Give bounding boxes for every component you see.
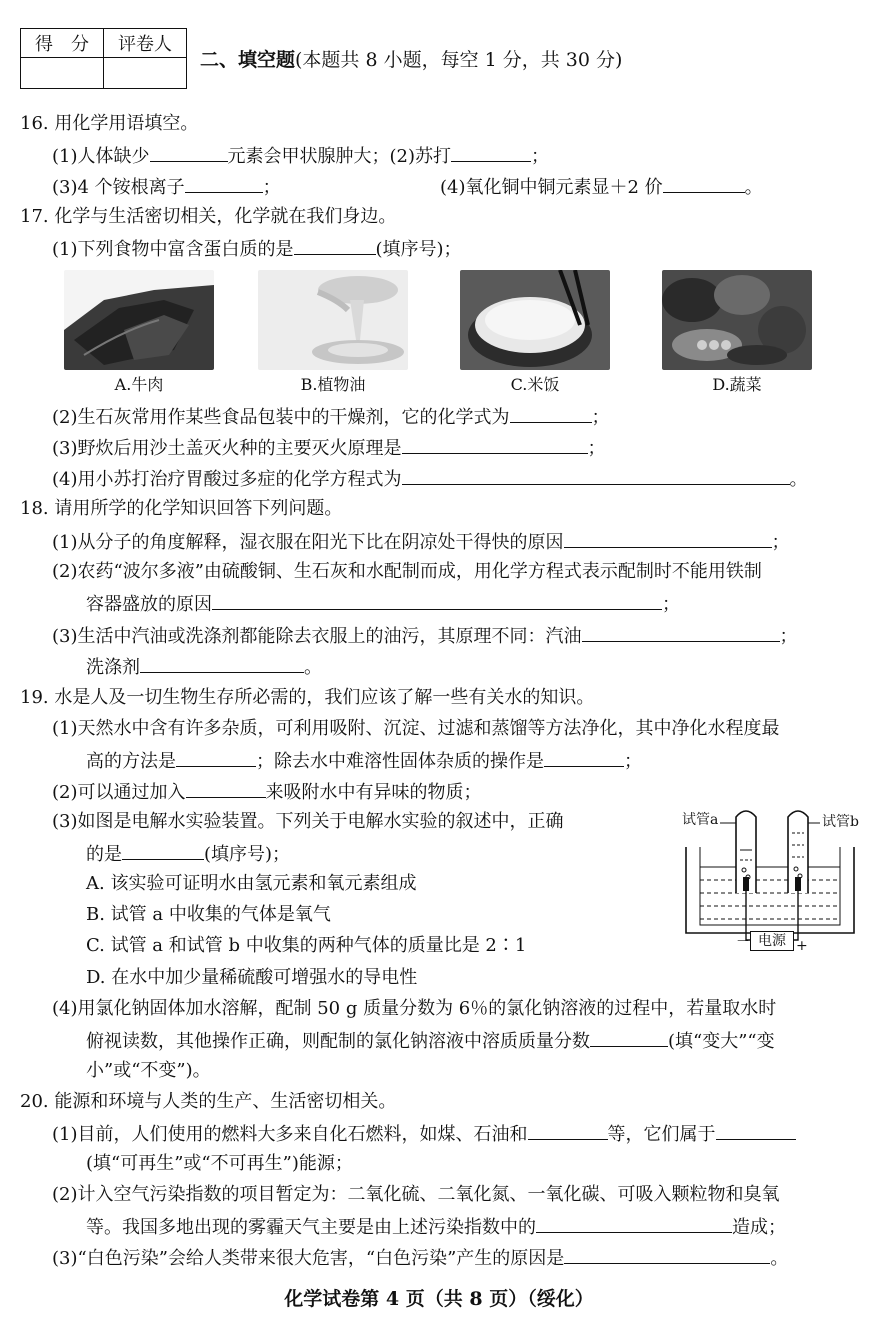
rice-photo — [460, 270, 610, 370]
answer-blank[interactable] — [402, 466, 790, 485]
positive-terminal: + — [796, 938, 808, 954]
answer-blank[interactable] — [528, 1121, 608, 1140]
score-table — [20, 28, 187, 89]
q19-sub1-cont — [86, 748, 642, 774]
q16-text: (4)氧化铜中铜元素显＋2 价 — [440, 177, 663, 198]
food-label: B.植物油 — [300, 375, 366, 394]
q18-sub1 — [52, 529, 790, 555]
section-desc: (本题共 8 小题，每空 1 分，共 30 分) — [295, 49, 623, 71]
q16-line2b — [440, 174, 763, 200]
q18-sub2-cont — [86, 591, 680, 617]
q19-text: 来吸附水中有异味的物质； — [265, 782, 482, 803]
q17-sub4 — [52, 466, 808, 492]
q17-text: 。 — [789, 469, 808, 490]
q19-sub1: (1)天然水中含有许多杂质，可利用吸附、沉淀、过滤和蒸馏等方法净化，其中净化水程度最 — [52, 718, 780, 739]
answer-blank[interactable] — [212, 591, 662, 610]
page-footer: 化学试卷第 4 页（共 8 页）（绥化） — [284, 1288, 594, 1310]
q17-sub3 — [52, 435, 606, 461]
q19-sub4-cont2: 小”或“不变”)。 — [86, 1060, 211, 1081]
answer-blank[interactable] — [185, 174, 263, 193]
q19-title: 19. 水是人及一切生物生存所必需的，我们应该了解一些有关水的知识。 — [20, 687, 595, 708]
q18-text: (3)生活中汽油或洗涤剂都能除去衣服上的油污，其原理不同：汽油 — [52, 626, 582, 647]
q20-text: (3)“白色污染”会给人类带来很大危害，“白色污染”产生的原因是 — [52, 1248, 565, 1269]
q20-text: 。 — [770, 1248, 789, 1269]
section-title: 二、填空题 — [200, 49, 296, 71]
q16-line2a — [52, 174, 281, 200]
q17-title: 17. 化学与生活密切相关，化学就在我们身边。 — [20, 206, 397, 227]
q20-text: 等，它们属于 — [607, 1124, 716, 1145]
answer-blank[interactable] — [140, 654, 304, 673]
q19-sub4-cont — [86, 1028, 775, 1054]
q16-title: 16. 用化学用语填空。 — [20, 113, 199, 134]
q18-sub3-cont — [86, 654, 322, 680]
oil-photo — [258, 270, 408, 370]
q20-sub2-cont — [86, 1214, 786, 1240]
answer-blank[interactable] — [451, 143, 531, 162]
answer-blank[interactable] — [590, 1028, 668, 1047]
q19-sub3-cont — [86, 841, 290, 867]
q17-text: (填序号)； — [375, 239, 462, 260]
food-label: A.牛肉 — [114, 375, 164, 394]
tube-b-label: 试管b — [822, 814, 859, 830]
q16-text: ； — [262, 177, 281, 198]
q17-text: (2)生石灰常用作某些食品包装中的干燥剂，它的化学式为 — [52, 407, 510, 428]
q16-text: 元素会甲状腺肿大；(2)苏打 — [227, 146, 451, 167]
q18-title: 18. 请用所学的化学知识回答下列问题。 — [20, 498, 343, 519]
q18-text: 容器盛放的原因 — [86, 594, 212, 615]
food-label: C.米饭 — [510, 375, 560, 394]
q20-sub1-cont: (填“可再生”或“不可再生”)能源； — [86, 1153, 353, 1174]
q18-text: 。 — [304, 657, 322, 678]
option-a: A. 该实验可证明水由氢元素和氧元素组成 — [86, 873, 417, 894]
answer-blank[interactable] — [564, 529, 772, 548]
beef-photo — [64, 270, 214, 370]
q19-sub3: (3)如图是电解水实验装置。下列关于电解水实验的叙述中，正确 — [52, 811, 564, 832]
q17-sub1 — [52, 236, 462, 262]
q19-text: ； — [624, 751, 642, 772]
q17-text: (3)野炊后用沙土盖灭火种的主要灭火原理是 — [52, 438, 402, 459]
answer-blank[interactable] — [564, 1245, 770, 1264]
q20-sub1 — [52, 1121, 796, 1147]
answer-blank[interactable] — [176, 748, 256, 767]
q20-sub2: (2)计入空气污染指数的项目暂定为：二氧化硫、二氧化氮、一氧化碳、可吸入颗粒物和臭氧 — [52, 1184, 780, 1205]
option-b: B. 试管 a 中收集的气体是氧气 — [86, 904, 331, 925]
q16-text: (3)4 个铵根离子 — [52, 177, 185, 198]
tube-a-label: 试管a — [682, 812, 719, 828]
q16-line1 — [52, 143, 549, 169]
q16-text: (1)人体缺少 — [52, 146, 150, 167]
grader-cell — [104, 58, 187, 89]
option-d: D. 在水中加少量稀硫酸可增强水的导电性 — [86, 967, 418, 988]
electrolysis-diagram — [680, 805, 862, 955]
q20-text: 造成； — [732, 1217, 786, 1238]
q19-text: 俯视读数，其他操作正确，则配制的氯化钠溶液中溶质质量分数 — [86, 1031, 590, 1052]
q19-sub4: (4)用氯化钠固体加水溶解，配制 50 g 质量分数为 6％的氯化钠溶液的过程中，若量取水时 — [52, 998, 777, 1019]
q19-sub2 — [52, 779, 482, 805]
q18-text: ； — [662, 594, 680, 615]
q19-text: (填序号)； — [204, 844, 291, 865]
q17-text: ； — [591, 407, 610, 428]
score-cell — [21, 58, 104, 89]
q18-text: ； — [779, 626, 798, 647]
answer-blank[interactable] — [510, 404, 592, 423]
food-label: D.蔬菜 — [712, 375, 762, 394]
answer-blank[interactable] — [536, 1214, 732, 1233]
answer-blank[interactable] — [186, 779, 266, 798]
answer-blank[interactable] — [402, 435, 588, 454]
q17-text: (4)用小苏打治疗胃酸过多症的化学方程式为 — [52, 469, 402, 490]
answer-blank[interactable] — [582, 623, 780, 642]
q18-sub2: (2)农药“波尔多液”由硫酸铜、生石灰和水配制而成，用化学方程式表示配制时不能用铁制 — [52, 561, 762, 582]
score-header: 得 分 — [21, 29, 104, 58]
q17-sub2 — [52, 404, 610, 430]
section-heading — [200, 48, 622, 72]
answer-blank[interactable] — [716, 1121, 796, 1140]
q19-text: ；除去水中难溶性固体杂质的操作是 — [256, 751, 544, 772]
answer-blank[interactable] — [663, 174, 745, 193]
q20-sub3 — [52, 1245, 788, 1271]
q18-text: ； — [771, 532, 790, 553]
q19-text: 高的方法是 — [86, 751, 176, 772]
negative-terminal: － — [736, 934, 750, 950]
vegetables-photo — [662, 270, 812, 370]
q17-text: (1)下列食物中富含蛋白质的是 — [52, 239, 294, 260]
q16-text: ； — [531, 146, 549, 167]
answer-blank[interactable] — [544, 748, 624, 767]
q17-text: ； — [587, 438, 606, 459]
q18-sub3 — [52, 623, 798, 649]
q20-text: (1)目前，人们使用的燃料大多来自化石燃料，如煤、石油和 — [52, 1124, 528, 1145]
q19-text: (填“变大”“变 — [668, 1031, 775, 1052]
answer-blank[interactable] — [150, 143, 228, 162]
answer-blank[interactable] — [294, 236, 376, 255]
q18-text: (1)从分子的角度解释，湿衣服在阳光下比在阴凉处干得快的原因 — [52, 532, 564, 553]
q19-text: (2)可以通过加入 — [52, 782, 186, 803]
q16-text: 。 — [744, 177, 763, 198]
answer-blank[interactable] — [122, 841, 204, 860]
q18-text: 洗涤剂 — [86, 657, 140, 678]
q19-text: 的是 — [86, 844, 122, 865]
grader-header: 评卷人 — [104, 29, 187, 58]
q20-title: 20. 能源和环境与人类的生产、生活密切相关。 — [20, 1091, 397, 1112]
q20-text: 等。我国多地出现的雾霾天气主要是由上述污染指数中的 — [86, 1217, 536, 1238]
power-supply: 电源 — [750, 931, 794, 951]
option-c: C. 试管 a 和试管 b 中收集的两种气体的质量比是 2∶1 — [86, 935, 527, 956]
